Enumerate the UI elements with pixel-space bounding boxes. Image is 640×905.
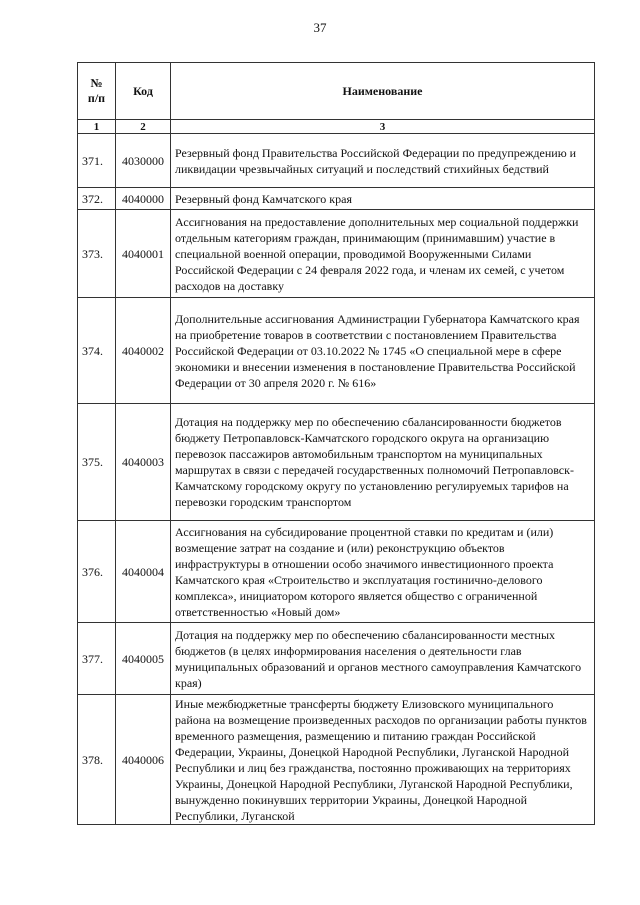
- table-row: [78, 134, 595, 188]
- row-number: 375.: [78, 404, 116, 521]
- row-name: Дотация на поддержку мер по обеспечению сбалансированности местных бюджетов (в целях информирования населения о деятельности глав муниципальных образований и органов местного самоуправления Камчатского края): [171, 623, 595, 695]
- table-row: [78, 210, 595, 298]
- row-number: 373.: [78, 210, 116, 298]
- row-code: 4040005: [116, 623, 171, 695]
- row-name: Дополнительные ассигнования Администрации Губернатора Камчатского края на приобретение товаров в соответствии с постановлением Правительства Российской Федерации от 03.10.2022 № 1745 «О специальной мере в сфере экономики и внесении изменения в постановление Правительства Российской Федерации от 30 апреля 2020 г. № 616»: [171, 298, 595, 404]
- table-row: [78, 521, 595, 623]
- column-index-3: 3: [171, 120, 595, 134]
- row-code: 4040001: [116, 210, 171, 298]
- row-code: 4040004: [116, 521, 171, 623]
- row-name: Дотация на поддержку мер по обеспечению сбалансированности бюджетов бюджету Петропавловск-Камчатского городского округа на организацию перевозок пассажиров автомобильным транспортом на муниципальных маршрутах в связи с передачей государственных полномочий Петропавловск-Камчатскому городскому округу по установлению регулируемых тарифов на перевозки городским транспортом: [171, 404, 595, 521]
- row-number: 372.: [78, 188, 116, 210]
- header-code: Код: [116, 63, 171, 120]
- column-index-row: [78, 120, 595, 134]
- row-code: 4040006: [116, 695, 171, 825]
- column-index-2: 2: [116, 120, 171, 134]
- row-number: 378.: [78, 695, 116, 825]
- budget-classification-table: [77, 62, 595, 825]
- row-name: Резервный фонд Правительства Российской Федерации по предупреждению и ликвидации чрезвычайных ситуаций и последствий стихийных бедствий: [171, 134, 595, 188]
- page-number: 37: [313, 20, 327, 35]
- header-name: Наименование: [171, 63, 595, 120]
- row-number: 374.: [78, 298, 116, 404]
- row-code: 4040002: [116, 298, 171, 404]
- header-number: [78, 63, 116, 120]
- table-row: [78, 623, 595, 695]
- row-name: Ассигнования на субсидирование процентной ставки по кредитам и (или) возмещение затрат на создание и (или) реконструкцию объектов инфраструктуры в отношении особо значимого инвестиционного проекта Камчатского края «Строительство и эксплуатация гостинично-делового комплекса», инициатором которого является общество с ограниченной ответственностью «Новый дом»: [171, 521, 595, 623]
- row-name: Иные межбюджетные трансферты бюджету Елизовского муниципального района на возмещение произведенных расходов по организации работы пунктов временного размещения, размещению и питанию граждан Российской Федерации, Украины, Донецкой Народной Республики, Луганской Народной Республики и лиц без гражданства, постоянно проживающих на территориях Украины, Донецкой Народной Республики, Луганской Народной Республики, вынужденно покинувших территории Украины, Донецкой Народной Республики, Луганской: [171, 695, 595, 825]
- row-name: Резервный фонд Камчатского края: [171, 188, 595, 210]
- header-number-sign: №: [90, 76, 103, 90]
- row-number: 371.: [78, 134, 116, 188]
- table-row: [78, 298, 595, 404]
- table-row: [78, 188, 595, 210]
- row-code: 4030000: [116, 134, 171, 188]
- row-number: 376.: [78, 521, 116, 623]
- table-row: [78, 695, 595, 825]
- row-code: 4040003: [116, 404, 171, 521]
- row-name: Ассигнования на предоставление дополнительных мер социальной поддержки отдельным категориям граждан, принимающим (принимавшим) участие в специальной военной операции, проводимой Вооруженными Силами Российской Федерации с 24 февраля 2022 года, и членам их семей, с учетом расходов на доставку: [171, 210, 595, 298]
- column-index-1: 1: [78, 120, 116, 134]
- table-row: [78, 404, 595, 521]
- row-number: 377.: [78, 623, 116, 695]
- table-header-row: [78, 63, 595, 120]
- header-number-pp: п/п: [87, 91, 106, 105]
- row-code: 4040000: [116, 188, 171, 210]
